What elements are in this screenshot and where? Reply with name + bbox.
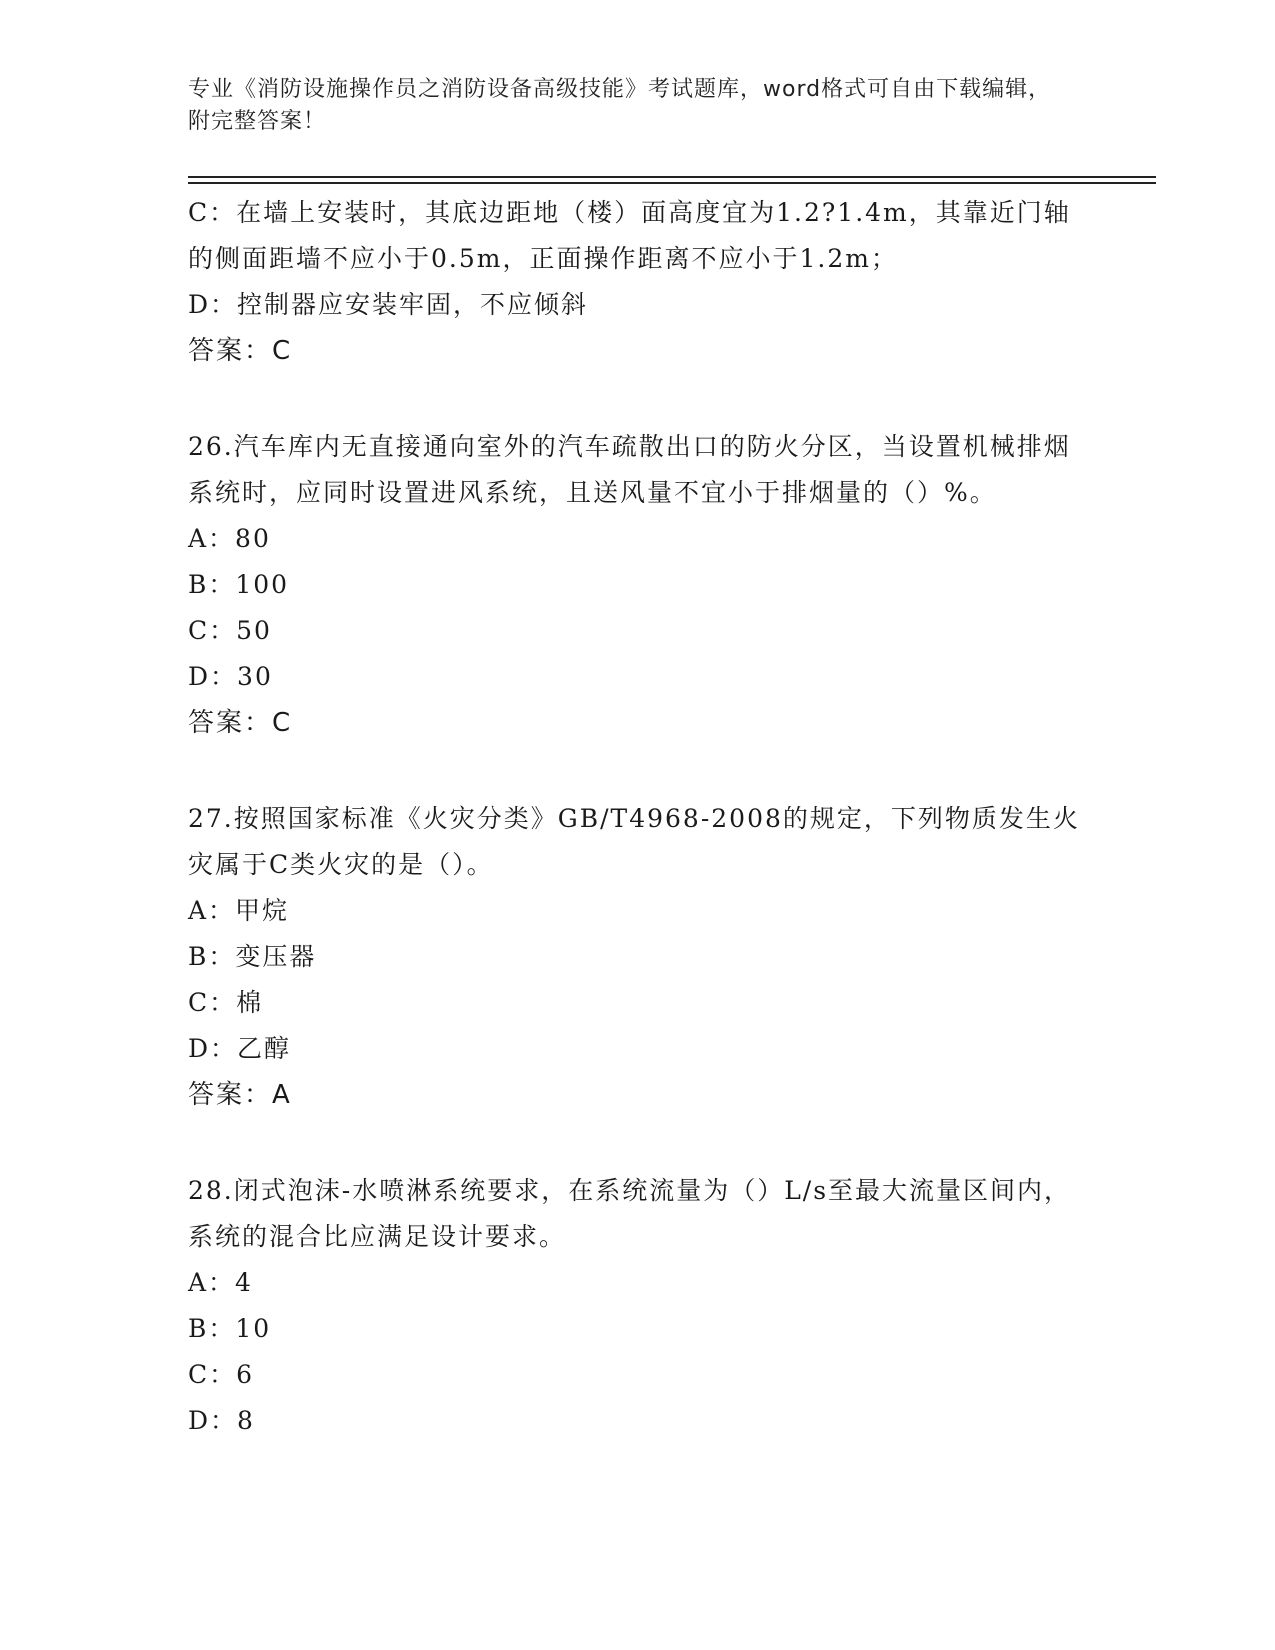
question-27 <box>188 796 1088 1118</box>
previous-question-tail <box>188 190 1088 374</box>
question-text: 27.按照国家标准《火灾分类》GB/T4968-2008的规定，下列物质发生火灾属于C类火灾的是（）。 <box>188 804 1080 879</box>
question-28 <box>188 1168 1088 1444</box>
answer-line: 答案：C <box>188 336 293 366</box>
header-rule-top <box>188 176 1156 178</box>
question-text: 26.汽车库内无直接通向室外的汽车疏散出口的防火分区，当设置机械排烟系统时，应同时设置进风系统，且送风量不宜小于排烟量的（）%。 <box>188 432 1071 507</box>
option-c: C：棉 <box>188 988 264 1017</box>
spacer <box>188 374 1088 424</box>
spacer <box>188 746 1088 796</box>
option-d: D：乙醇 <box>188 1034 292 1063</box>
header-rule-bottom <box>188 182 1156 184</box>
option-c: C：50 <box>188 616 272 645</box>
question-content <box>188 190 1088 1444</box>
question-text: 28.闭式泡沫-水喷淋系统要求，在系统流量为（）L/s至最大流量区间内，系统的混合比应满足设计要求。 <box>188 1176 1072 1251</box>
option-b: B：变压器 <box>188 942 317 971</box>
option-a: A：甲烷 <box>188 896 290 925</box>
option-d: D：8 <box>188 1406 255 1435</box>
option-c: C：在墙上安装时，其底边距地（楼）面高度宜为1.2?1.4m，其靠近门轴的侧面距墙不应小于0.5m，正面操作距离不应小于1.2m； <box>188 198 1071 273</box>
option-a: A：80 <box>188 524 271 553</box>
option-c: C：6 <box>188 1360 255 1389</box>
option-d: D：控制器应安装牢固，不应倾斜 <box>188 290 589 319</box>
spacer <box>188 1118 1088 1168</box>
option-a: A：4 <box>188 1268 253 1297</box>
answer-line: 答案：C <box>188 708 293 738</box>
document-header: 专业《消防设施操作员之消防设备高级技能》考试题库，word格式可自由下载编辑，附完整答案！ <box>188 77 1052 134</box>
option-b: B：100 <box>188 570 290 599</box>
option-b: B：10 <box>188 1314 272 1343</box>
answer-line: 答案：A <box>188 1080 292 1110</box>
option-d: D：30 <box>188 662 273 691</box>
question-26 <box>188 424 1088 746</box>
